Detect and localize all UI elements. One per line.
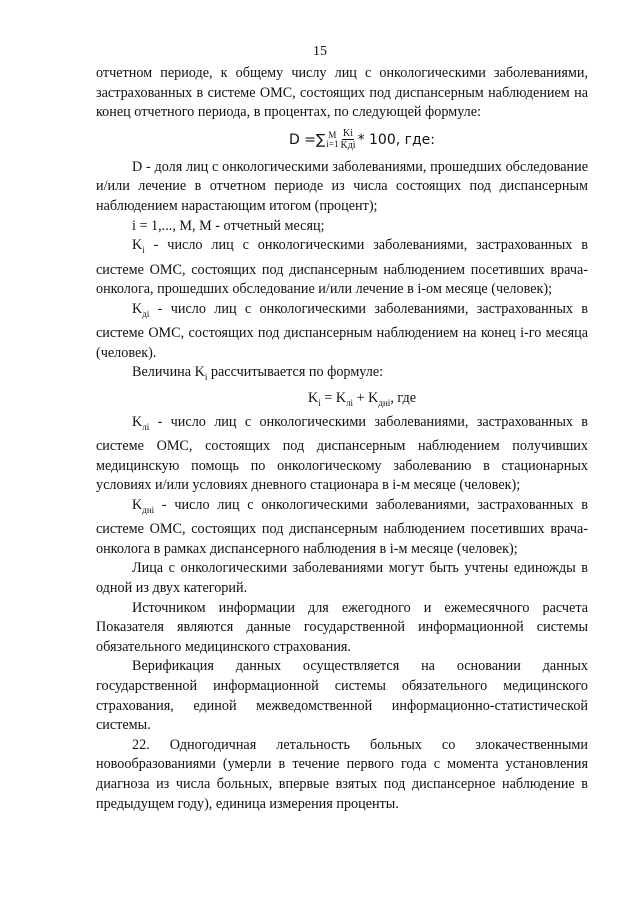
fraction <box>340 128 355 151</box>
definition-text: - число лиц с онкологическими заболеваниями, застрахованных в системе ОМС, состоящих под диспансерным наблюдением получивших медицинскую помощь по онкологическому заболеванию в стационарных условиях и/или условиях дневного стационара в i-м месяце (человек); <box>96 413 588 494</box>
formula-ki <box>96 388 588 413</box>
fraction-numerator: Ki <box>343 128 354 140</box>
sum-operator <box>316 130 339 150</box>
ki-intro-sub: i <box>204 372 208 383</box>
formula-ki-b-sub: лi <box>346 397 354 408</box>
formula-ki-plus: + K <box>353 389 379 406</box>
definition-text: - число лиц с онкологическими заболеваниями, застрахованных в системе ОМС, состоящих под диспансерным наблюдением посетивших врача-онколога, прошедших обследование и/или лечение в i-ом месяце (человек); <box>96 237 588 298</box>
symbol-sub: i <box>142 244 145 255</box>
symbol-k: K <box>132 496 143 513</box>
ki-intro-suffix: рассчитывается по формуле: <box>207 364 384 381</box>
sum-limits <box>326 131 338 149</box>
paragraph-verification: Верификация данных осуществляется на основании данных государственной информационной системы обязательного медицинского страхования, единой межведомственной информационно-статистической системы. <box>96 658 588 734</box>
formula-ki-a: K <box>307 389 319 406</box>
paragraph-22: 22. Одногодичная летальность больных со злокачественными новообразованиями (умерли в течение первого года с момента установления диагноза из числа больных, впервые взятых под диспансерное наблюдение в предыдущем году), единица измерения проценты. <box>96 736 588 812</box>
formula-ki-tail: , где <box>390 389 417 406</box>
ki-intro <box>96 363 588 387</box>
definition-kdni <box>96 496 588 560</box>
definition-kdi <box>96 300 588 364</box>
formula-ki-eq: = K <box>320 389 347 406</box>
formula-d-lhs: D = <box>288 131 316 148</box>
intro-paragraph: отчетном периоде, к общему числу лиц с онкологическими заболеваниями, застрахованных в системе ОМС, состоящих под диспансерным наблюдением на конец отчетного периода, в процентах, по следующей формуле: <box>96 65 588 121</box>
symbol-k: K <box>132 237 143 254</box>
symbol-k: K <box>132 300 143 317</box>
sum-symbol: ∑ <box>315 131 326 148</box>
definition-d: D - доля лиц с онкологическими заболеваниями, прошедших обследование и/или лечение в отчетном периоде из числа состоящих под диспансерным наблюдением нарастающим итогом (процент); <box>96 158 588 214</box>
symbol-k: K <box>132 413 143 430</box>
symbol-sub: дi <box>142 308 150 319</box>
symbol-sub: днi <box>142 504 155 515</box>
formula-ki-c-sub: днi <box>378 397 391 408</box>
sum-upper: M <box>328 129 337 140</box>
formula-ki-a-sub: i <box>318 397 321 408</box>
ki-intro-prefix: Величина K <box>132 364 205 381</box>
definition-i: i = 1,..., M, M - отчетный месяц; <box>132 217 325 234</box>
definition-text: - число лиц с онкологическими заболеваниями, застрахованных в системе ОМС, состоящих под диспансерным наблюдением на конец i-го месяца (человек). <box>96 300 588 361</box>
definition-ki <box>96 236 588 300</box>
definition-text: - число лиц с онкологическими заболеваниями, застрахованных в системе ОМС, состоящих под диспансерным наблюдением посетивших врача-онколога в рамках диспансерного наблюдения в i-м месяце (человек); <box>96 496 588 557</box>
document-body <box>96 64 588 814</box>
formula-d <box>96 125 588 155</box>
symbol-sub: лi <box>142 421 150 432</box>
page-number: 15 <box>313 44 327 59</box>
paragraph-once: Лица с онкологическими заболеваниями могут быть учтены единожды в одной из двух категорий. <box>96 560 588 597</box>
formula-d-rhs: * 100, где: <box>357 131 435 148</box>
sum-lower: i=1 <box>326 138 339 149</box>
definition-kli <box>96 413 588 496</box>
paragraph-source: Источником информации для ежегодного и ежемесячного расчета Показателя являются данные государственной информационной системы обязательного медицинского страхования. <box>96 599 588 655</box>
fraction-denominator: Kдi <box>340 140 356 152</box>
